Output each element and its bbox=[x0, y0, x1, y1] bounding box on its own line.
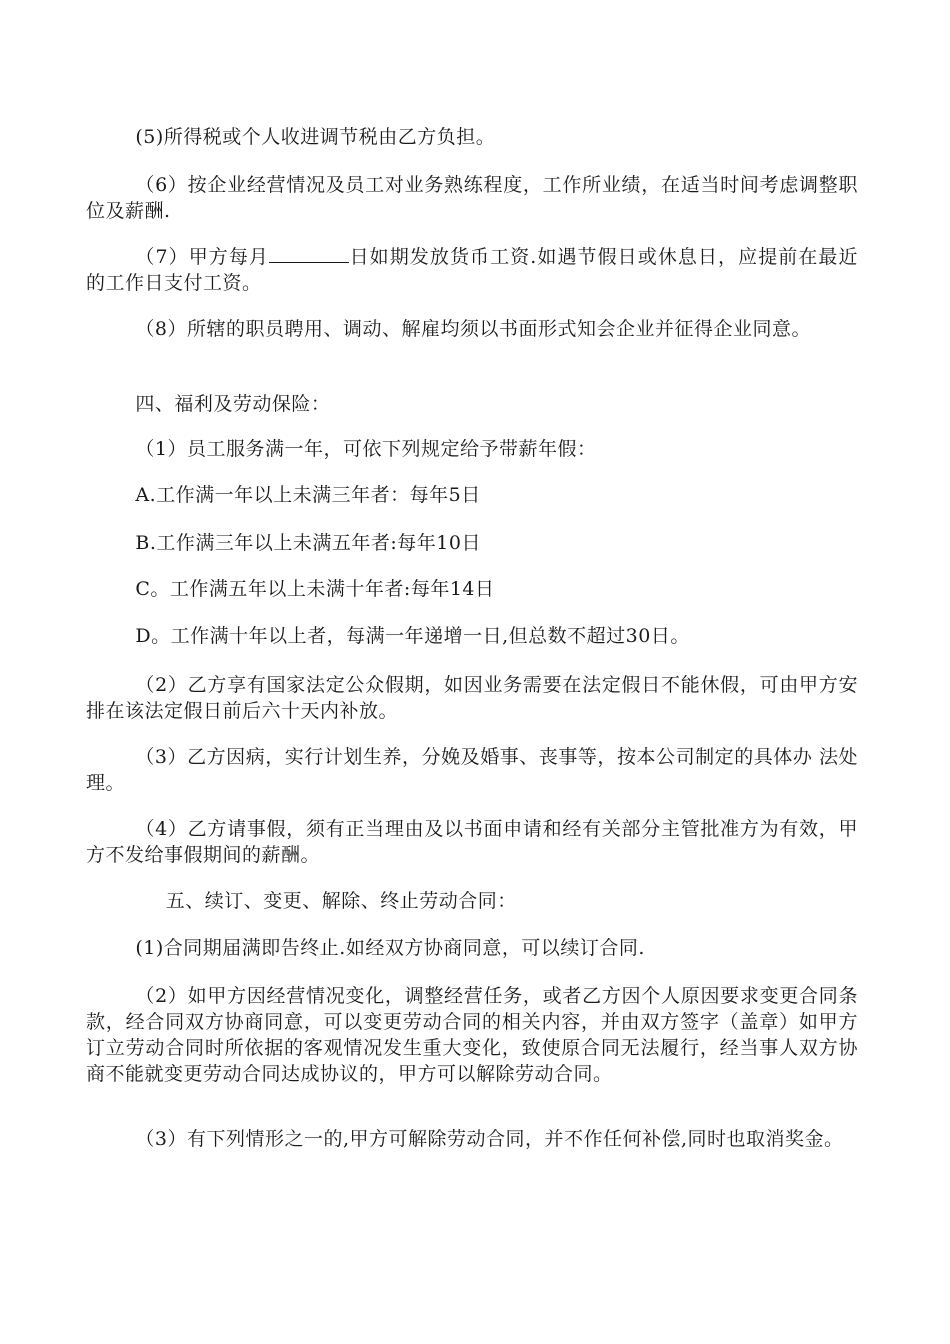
paragraph-5: (5)所得税或个人收进调节税由乙方负担。 bbox=[135, 126, 496, 148]
section-5-item-1: (1)合同期届满即告终止.如经双方协商同意，可以续订合同. bbox=[135, 937, 645, 959]
section-4-item-c: C。工作满五年以上未满十年者:每年14日 bbox=[135, 578, 495, 600]
paragraph-7-before: （7）甲方每月 bbox=[135, 246, 270, 268]
section-4-item-1: （1）员工服务满一年，可依下列规定给予带薪年假： bbox=[135, 438, 597, 460]
section-4-item-a: A.工作满一年以上未满三年者：每年5日 bbox=[135, 484, 481, 506]
section-4-item-3: （3）乙方因病，实行计划生养，分娩及婚事、丧事等，按本公司制定的具体办 法处理。 bbox=[86, 746, 858, 794]
section-4-item-b: B.工作满三年以上未满五年者:每年10日 bbox=[135, 532, 481, 554]
section-5-heading: 五、续订、变更、解除、终止劳动合同： bbox=[165, 890, 517, 912]
paragraph-7 bbox=[86, 244, 858, 296]
paragraph-8: （8）所辖的职员聘用、调动、解雇均须以书面形式知会企业并征得企业同意。 bbox=[135, 318, 811, 340]
section-4-heading: 四、福利及劳动保险： bbox=[135, 393, 331, 415]
paragraph-7-after: 日如期发放货币工资.如遇节假日或休息日，应提前在最近的工作日支付工资。 bbox=[86, 246, 859, 294]
section-4-item-2: （2）乙方享有国家法定公众假期，如因业务需要在法定假日不能休假，可由甲方安排在该法定假日前后六十天内补放。 bbox=[86, 674, 858, 722]
section-4-item-d: D。工作满十年以上者，每满一年递增一日,但总数不超过30日。 bbox=[135, 625, 690, 647]
fill-in-blank bbox=[269, 244, 349, 263]
section-5-item-3: （3）有下列情形之一的,甲方可解除劳动合同，并不作任何补偿,同时也取消奖金。 bbox=[135, 1128, 844, 1150]
section-5-item-2: （2）如甲方因经营情况变化，调整经营任务，或者乙方因个人原因要求变更合同条款，经合同双方协商同意，可以变更劳动合同的相关内容，并由双方签字（盖章）如甲方订立劳动合同时所依据的客观情况发生重大变化，致使原合同无法履行，经当事人双方协商不能就变更劳动合同达成协议的，甲方可以解除劳动合同。 bbox=[86, 985, 858, 1085]
section-4-item-4: （4）乙方请事假，须有正当理由及以书面申请和经有关部分主管批准方为有效，甲方不发给事假期间的薪酬。 bbox=[86, 818, 858, 866]
paragraph-6: （6）按企业经营情况及员工对业务熟练程度，工作所业绩，在适当时间考虑调整职位及薪酬. bbox=[86, 174, 858, 222]
